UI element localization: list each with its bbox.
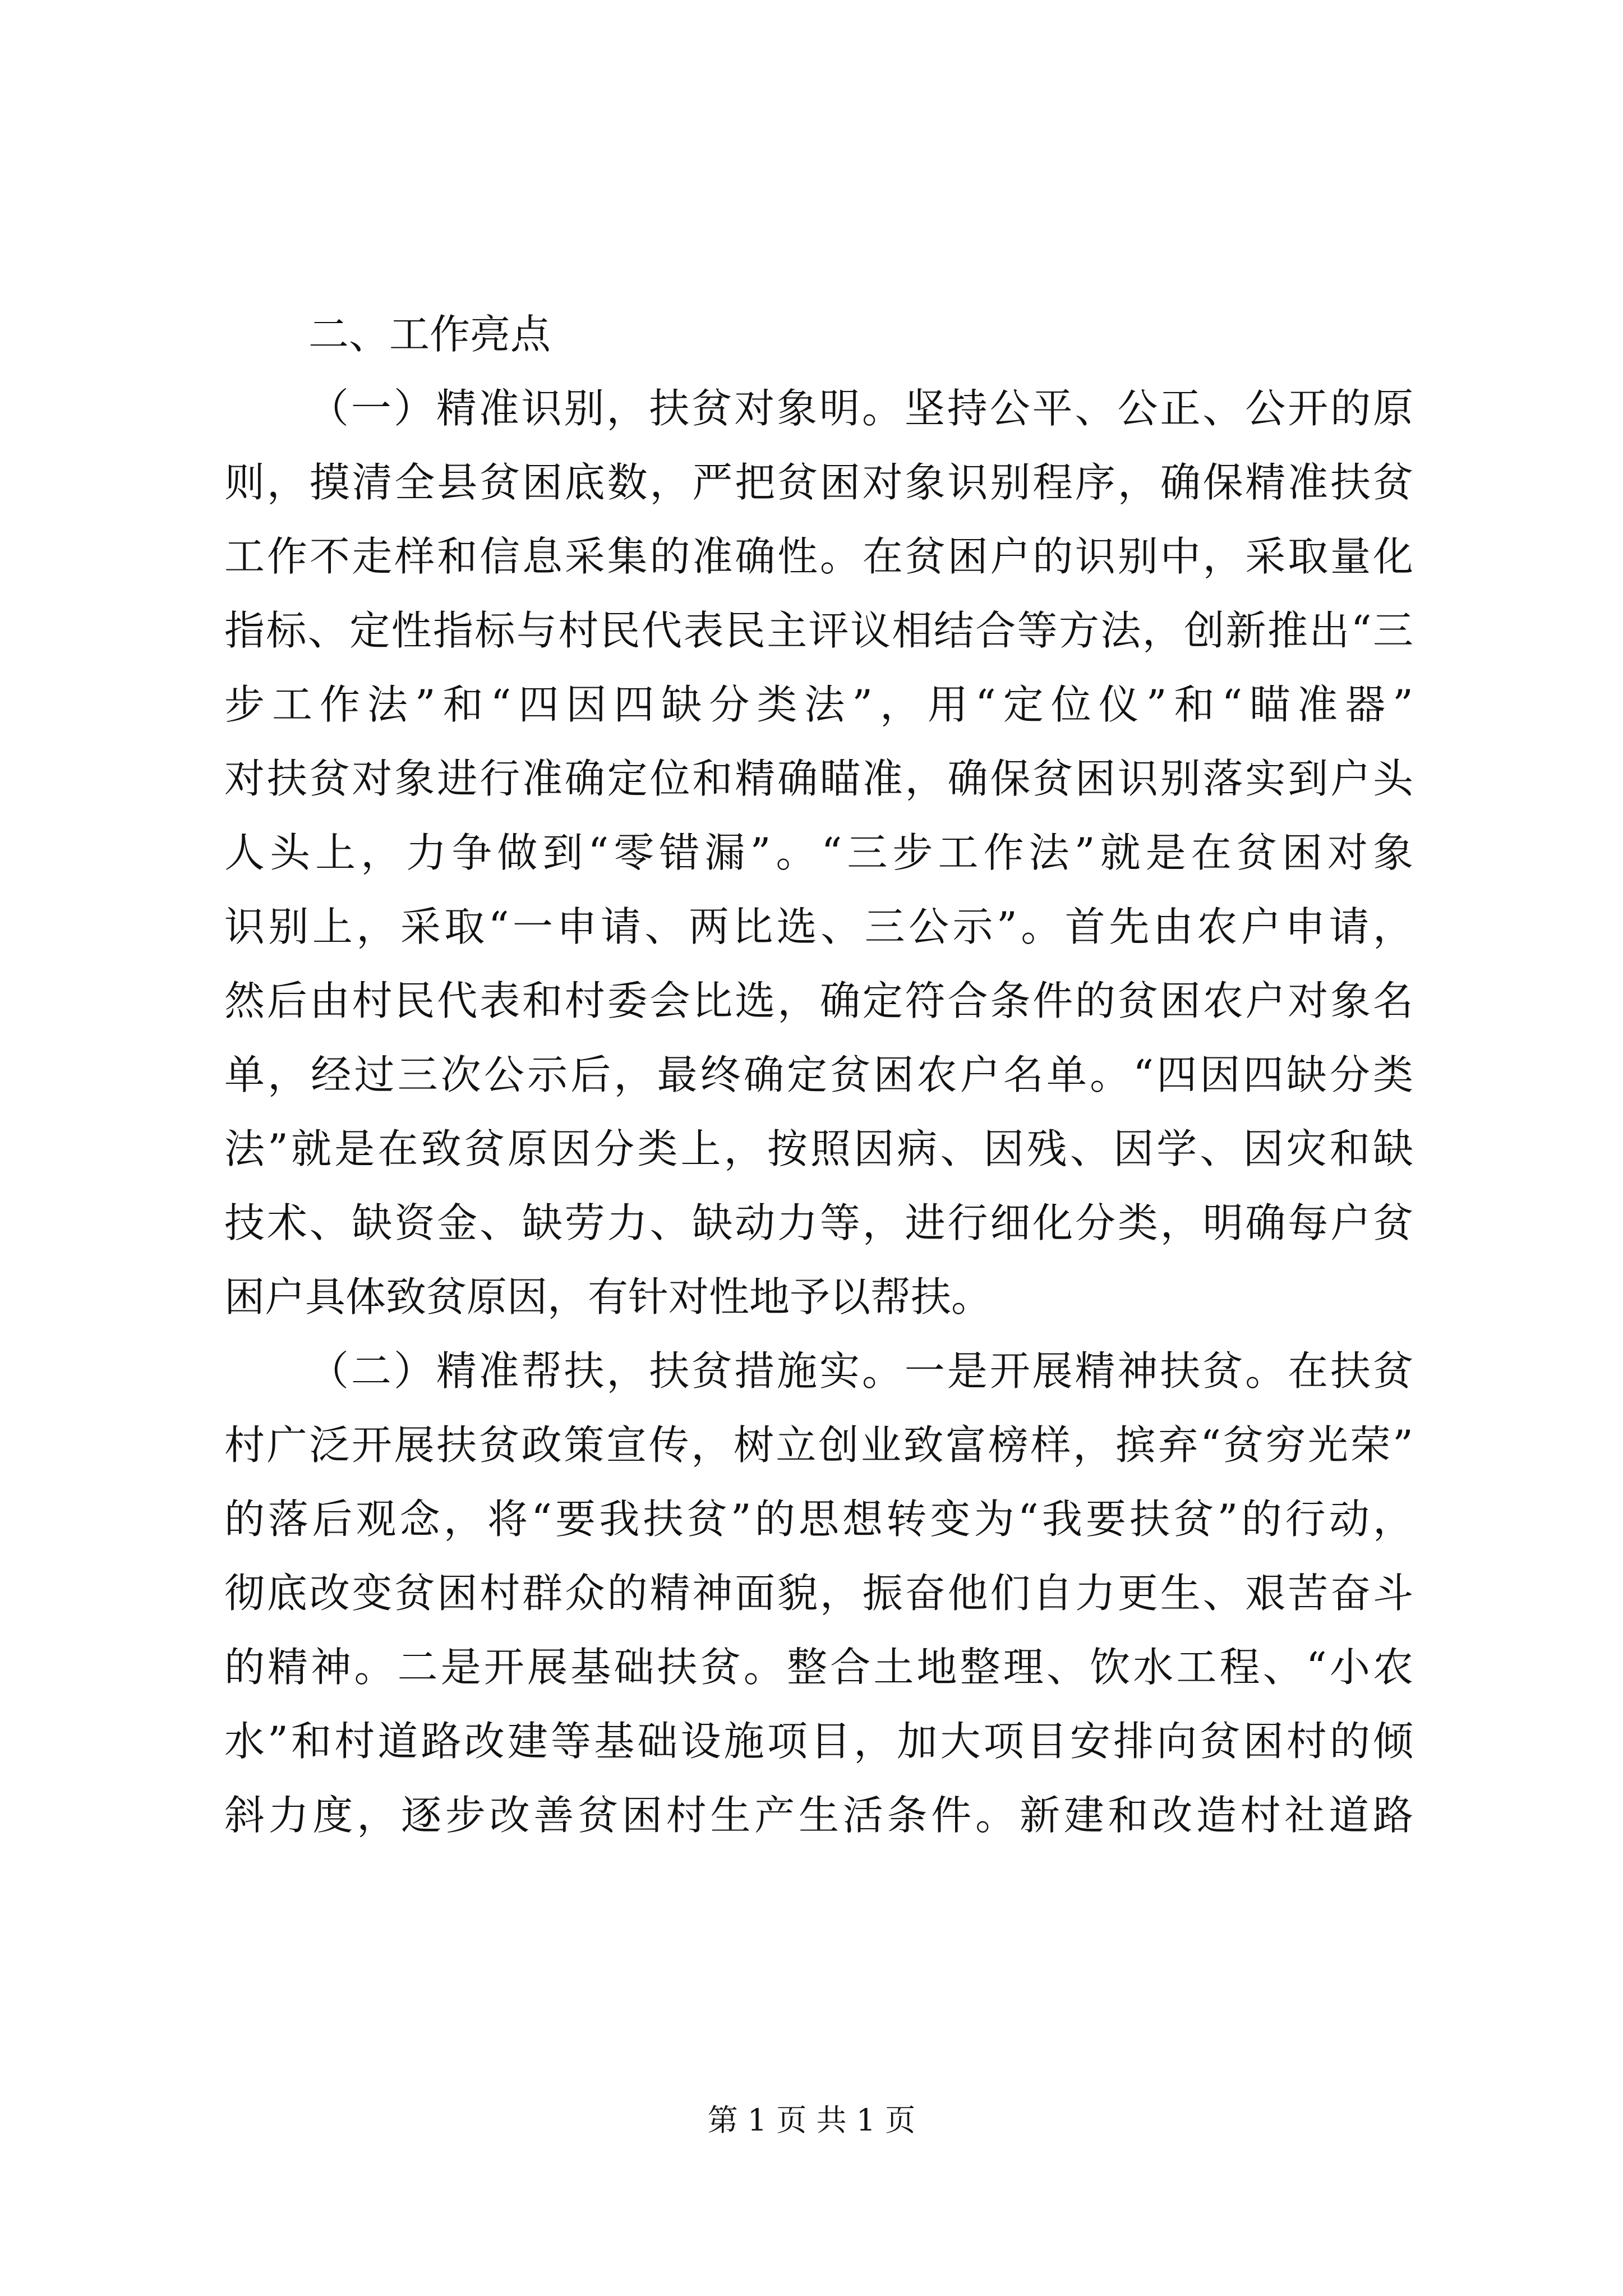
paragraph-precise-assistance: [224, 1334, 1413, 1852]
paragraph-line: 然后由村民代表和村委会比选，确定符合条件的贫困农户对象名: [224, 977, 1413, 1024]
paragraph-line: （一）精准识别，扶贫对象明。坚持公平、公正、公开的原: [308, 385, 1413, 432]
paragraph-line: 人头上，力争做到“零错漏”。“三步工作法”就是在贫困对象: [224, 829, 1413, 876]
paragraph-line: 则，摸清全县贫困底数，严把贫困对象识别程序，确保精准扶贫: [224, 459, 1413, 506]
paragraph-line: 技术、缺资金、缺劳力、缺动力等，进行细化分类，明确每户贫: [224, 1199, 1413, 1246]
document-body: [224, 297, 1413, 1852]
paragraph-line: 步工作法”和“四因四缺分类法”，用“定位仪”和“瞄准器”: [224, 681, 1413, 728]
paragraph-line: （二）精准帮扶，扶贫措施实。一是开展精神扶贫。在扶贫: [308, 1347, 1413, 1395]
section-heading: 二、工作亮点: [308, 311, 551, 358]
paragraph-line: 困户具体致贫原因，有针对性地予以帮扶。: [224, 1273, 992, 1320]
page-number-footer: 第 1 页 共 1 页: [707, 2102, 916, 2138]
paragraph-line: 工作不走样和信息采集的准确性。在贫困户的识别中，采取量化: [224, 533, 1413, 580]
paragraph-line: 彻底改变贫困村群众的精神面貌，振奋他们自力更生、艰苦奋斗: [224, 1570, 1413, 1617]
paragraph-precise-identification: [224, 371, 1413, 1334]
paragraph-line: 村广泛开展扶贫政策宣传，树立创业致富榜样，摈弃“贫穷光荣”: [224, 1421, 1413, 1469]
paragraph-line: 的精神。二是开展基础扶贫。整合土地整理、饮水工程、“小农: [224, 1644, 1413, 1691]
paragraph-line: 斜力度，逐步改善贫困村生产生活条件。新建和改造村社道路: [224, 1792, 1413, 1839]
paragraph-line: 水”和村道路改建等基础设施项目，加大项目安排向贫困村的倾: [224, 1718, 1413, 1765]
paragraph-line: 单，经过三次公示后，最终确定贫困农户名单。“四因四缺分类: [224, 1051, 1413, 1098]
paragraph-line: 法”就是在致贫原因分类上，按照因病、因残、因学、因灾和缺: [224, 1125, 1413, 1172]
paragraph-line: 对扶贫对象进行准确定位和精确瞄准，确保贫困识别落实到户头: [224, 755, 1413, 802]
paragraph-line: 指标、定性指标与村民代表民主评议相结合等方法，创新推出“三: [224, 607, 1413, 654]
paragraph-line: 识别上，采取“一申请、两比选、三公示”。首先由农户申请，: [224, 903, 1413, 950]
paragraph-line: 的落后观念，将“要我扶贫”的思想转变为“我要扶贫”的行动，: [224, 1496, 1413, 1543]
